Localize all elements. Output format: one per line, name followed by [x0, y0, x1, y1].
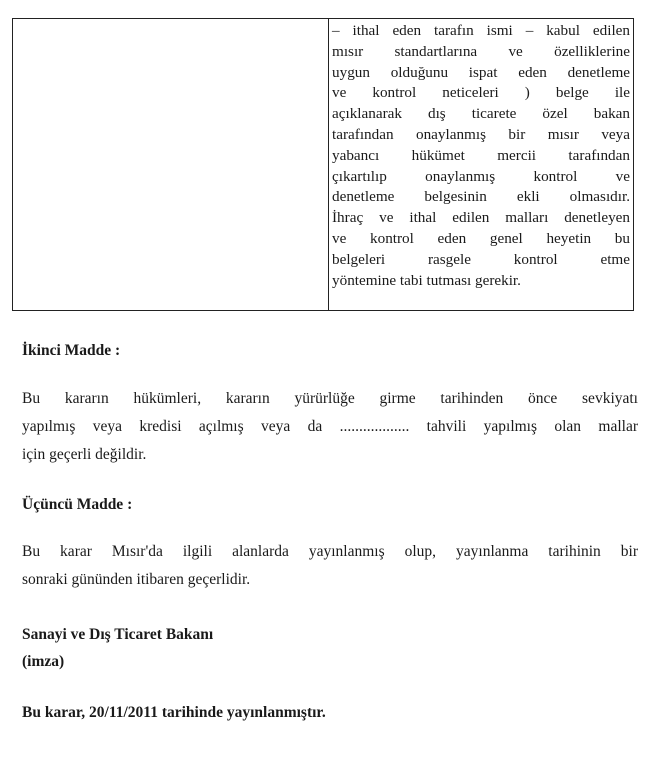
paragraph-line: için geçerli değildir.	[22, 446, 147, 463]
cell-line: ve kontrol neticeleri ) belge ile	[332, 84, 630, 102]
cell-line: mısır standartlarına ve özelliklerine	[332, 42, 630, 60]
paragraph-line: Bu karar Mısır'da ilgili alanlarda yayınlanmış olup, yayınlanma tarihinin bir	[22, 543, 638, 560]
cell-line: çıkartılıp onaylanmış kontrol ve	[332, 167, 630, 185]
article2-paragraph	[22, 385, 638, 469]
table-column-divider	[328, 19, 329, 310]
paragraph-line: Bu kararın hükümleri, kararın yürürlüğe girme tarihinden önce sevkiyatı	[22, 390, 638, 407]
cell-line: İhraç ve ithal edilen malları denetleyen	[332, 209, 630, 227]
article3-heading: Üçüncü Madde :	[22, 496, 133, 513]
cell-line: yabancı hükümet mercii tarafından	[332, 146, 630, 164]
continuation-table	[12, 18, 634, 311]
paragraph-line: sonraki gününden itibaren geçerlidir.	[22, 571, 251, 588]
cell-line: – ithal eden tarafın ismi – kabul edilen	[332, 22, 630, 39]
cell-line: açıklanarak dış ticarete özel bakan	[332, 105, 630, 123]
cell-line: ve kontrol eden genel heyetin bu	[332, 229, 630, 247]
article3-paragraph	[22, 538, 638, 594]
cell-line: yöntemine tabi tutması gerekir.	[332, 271, 521, 289]
publication-note: Bu karar, 20/11/2011 tarihinde yayınlanmıştır.	[22, 704, 326, 721]
cell-line: uygun olduğunu ispat eden denetleme	[332, 63, 630, 81]
article2-heading: İkinci Madde :	[22, 342, 121, 359]
signature-note: (imza)	[22, 653, 65, 670]
paragraph-line: yapılmış veya kredisi açılmış veya da .................. tahvili yapılmış olan mallar	[22, 418, 638, 435]
table-right-cell	[332, 21, 630, 291]
cell-line: tarafından onaylanmış bir mısır veya	[332, 125, 630, 143]
signature-title: Sanayi ve Dış Ticaret Bakanı	[22, 626, 214, 643]
cell-line: belgeleri rasgele kontrol etme	[332, 250, 630, 268]
cell-line: denetleme belgesinin ekli olmasıdır.	[332, 188, 630, 206]
